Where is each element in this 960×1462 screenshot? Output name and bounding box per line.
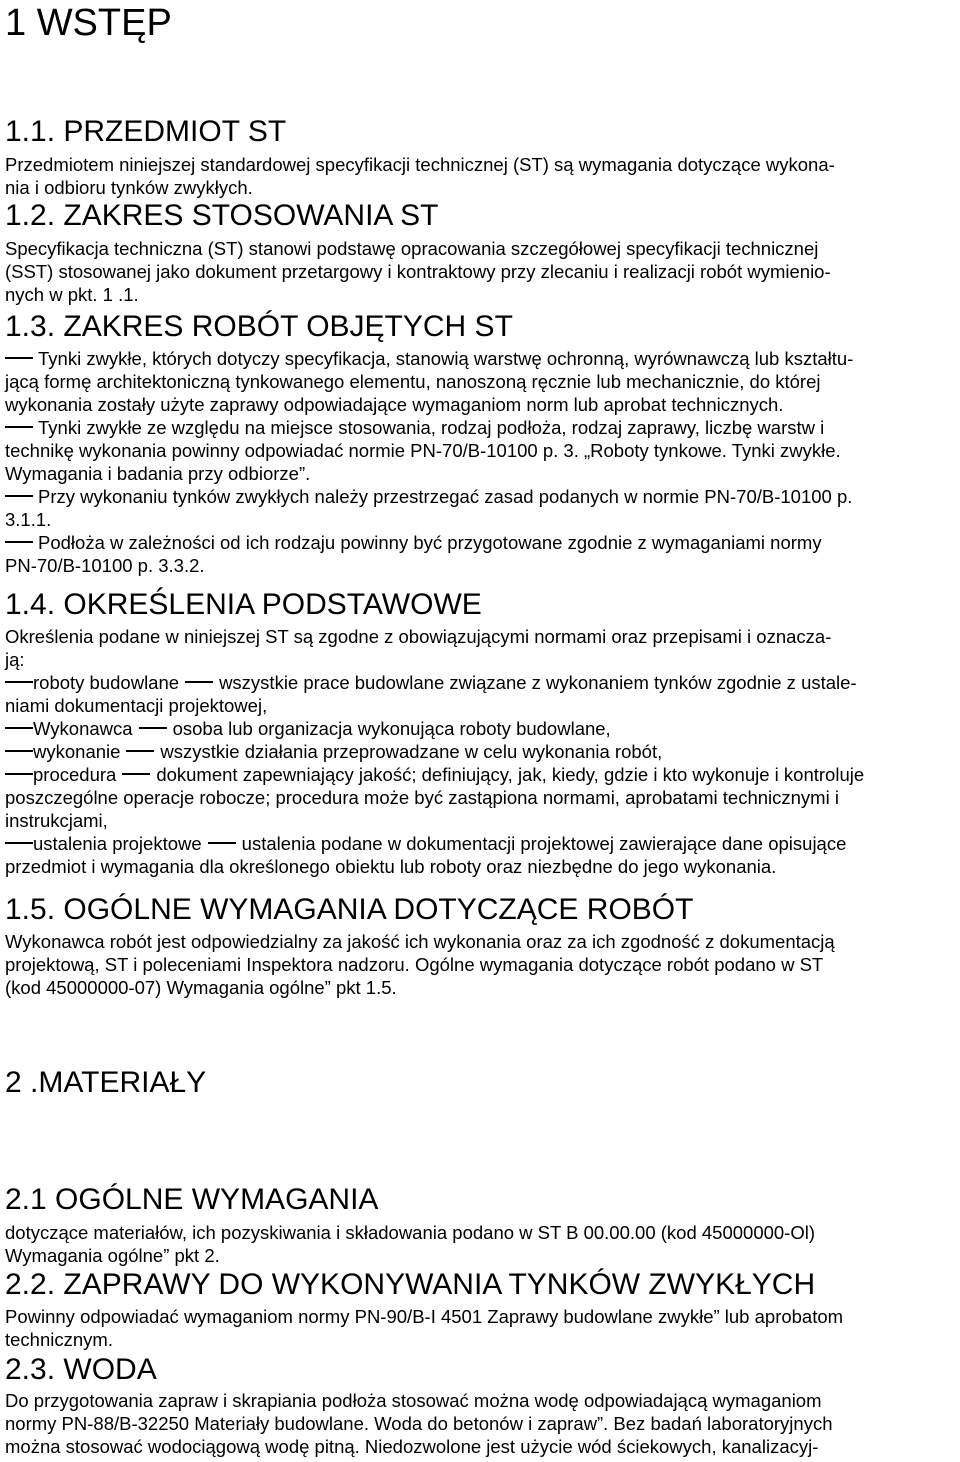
dash-icon [5,541,33,543]
text-line: 3.1.1. [5,509,52,530]
dash-icon [5,750,33,752]
text-line: wykonania zostały użyte zaprawy odpowiadające wymaganiom norm lub aprobat technicznych. [5,394,784,415]
heading-2-1: 2.1 OGÓLNE WYMAGANIA [5,1183,379,1216]
list-item-line: Podłoża w zależności od ich rodzaju powinny być przygotowane zgodnie z wymaganiami normy [5,531,957,554]
heading-1-2: 1.2. ZAKRES STOSOWANIA ST [5,199,439,232]
paragraph-2-1 [5,1221,957,1267]
text-line: Wykonawca robót jest odpowiedzialny za jakość ich wykonania oraz za ich zgodność z dokumentacją [5,931,835,952]
text-line: technicznym. [5,1329,113,1350]
heading-2-2: 2.2. ZAPRAWY DO WYKONYWANIA TYNKÓW ZWYKŁYCH [5,1268,816,1301]
text-line: instrukcjami, [5,810,108,831]
definition-line: Wykonawca osoba lub organizacja wykonująca roboty budowlane, [5,717,957,740]
text-line: (kod 45000000-07) Wymagania ogólne” pkt 1.5. [5,977,397,998]
text-line: Wymagania ogólne” pkt 2. [5,1245,220,1266]
list-item-line: Tynki zwykłe ze względu na miejsce stosowania, rodzaj podłoża, rodzaj zaprawy, liczbę warstw i [5,416,957,439]
dash-icon [208,842,236,844]
heading-1-1: 1.1. PRZEDMIOT ST [5,115,287,148]
text-line: Powinny odpowiadać wymaganiom normy PN-90/B-I 4501 Zaprawy budowlane zwykłe” lub aprobatom [5,1306,844,1327]
text-line: poszczególne operacje robocze; procedura może być zastąpiona normami, aprobatami technicznymi i [5,787,839,808]
text-line: projektową, ST i poleceniami Inspektora nadzoru. Ogólne wymagania dotyczące robót podano w ST [5,954,824,975]
dash-icon [5,842,33,844]
heading-1: 1 WSTĘP [5,2,172,44]
list-1-3 [5,347,957,577]
heading-1-3: 1.3. ZAKRES ROBÓT OBJĘTYCH ST [5,310,513,343]
definition-line: procedura dokument zapewniający jakość; definiujący, jak, kiedy, gdzie i kto wykonuje i kontroluje [5,763,957,786]
text-line: można stosować wodociągową wodę pitną. Niedozwolone jest użycie wód ściekowych, kanalizacyj- [5,1436,819,1457]
text-line: Określenia podane w niniejszej ST są zgodne z obowiązującymi normami oraz przepisami i oznacza- [5,626,832,647]
heading-1-4: 1.4. OKREŚLENIA PODSTAWOWE [5,588,482,621]
text-line: niami dokumentacji projektowej, [5,695,268,716]
dash-icon [5,727,33,729]
text-line: PN-70/B-10100 p. 3.3.2. [5,555,205,576]
definition-line: wykonanie wszystkie działania przeprowadzane w celu wykonania robót, [5,740,957,763]
text-line: nia i odbioru tynków zwykłych. [5,177,253,198]
text-line: jącą formę architektoniczną tynkowanego elementu, nanoszoną ręcznie lub mechanicznie, do której [5,371,821,392]
text-line: Wymagania i badania przy odbiorze”. [5,463,311,484]
text-line: nych w pkt. 1 .1. [5,284,139,305]
dash-icon [5,681,33,683]
text-line: Przedmiotem niniejszej standardowej specyfikacji technicznej (ST) są wymagania dotyczące wykona- [5,154,835,175]
dash-icon [5,426,33,428]
paragraph-1-5 [5,930,957,999]
heading-2-3: 2.3. WODA [5,1353,157,1386]
paragraph-1-2 [5,237,957,306]
definition-line: roboty budowlane wszystkie prace budowlane związane z wykonaniem tynków zgodnie z ustale- [5,671,957,694]
text-line: Do przygotowania zapraw i skrapiania podłoża stosować można wodę odpowiadającą wymaganiom [5,1390,822,1411]
dash-icon [5,773,33,775]
dash-icon [5,495,33,497]
dash-icon [122,773,150,775]
dash-icon [126,750,154,752]
paragraph-2-3 [5,1389,957,1458]
text-line: dotyczące materiałów, ich pozyskiwania i składowania podano w ST B 00.00.00 (kod 45000000-Ol) [5,1222,816,1243]
dash-icon [5,357,33,359]
dash-icon [139,727,167,729]
definition-line: ustalenia projektowe ustalenia podane w dokumentacji projektowej zawierające dane opisujące [5,832,957,855]
text-line: ją: [5,649,25,670]
text-line: Specyfikacja techniczna (ST) stanowi podstawę opracowania szczegółowej specyfikacji technicznej [5,238,819,259]
list-item-line: Przy wykonaniu tynków zwykłych należy przestrzegać zasad podanych w normie PN-70/B-10100 p. [5,485,957,508]
dash-icon [185,681,213,683]
list-1-4 [5,625,957,878]
paragraph-1-1 [5,153,957,199]
text-line: (SST) stosowanej jako dokument przetargowy i kontraktowy przy zlecaniu i realizacji robót wymienio- [5,261,831,282]
text-line: przedmiot i wymagania dla określonego obiektu lub roboty oraz niezbędne do jego wykonania. [5,856,777,877]
text-line: normy PN-88/B-32250 Materiały budowlane. Woda do betonów i zapraw”. Bez badań laboratoryjnych [5,1413,833,1434]
list-item-line: Tynki zwykłe, których dotyczy specyfikacja, stanowią warstwę ochronną, wyrównawczą lub kształtu- [5,347,957,370]
text-line: technikę wykonania powinny odpowiadać normie PN-70/B-10100 p. 3. „Roboty tynkowe. Tynki zwykłe. [5,440,841,461]
heading-1-5: 1.5. OGÓLNE WYMAGANIA DOTYCZĄCE ROBÓT [5,893,694,926]
paragraph-2-2 [5,1305,957,1351]
heading-2: 2 .MATERIAŁY [5,1066,207,1099]
